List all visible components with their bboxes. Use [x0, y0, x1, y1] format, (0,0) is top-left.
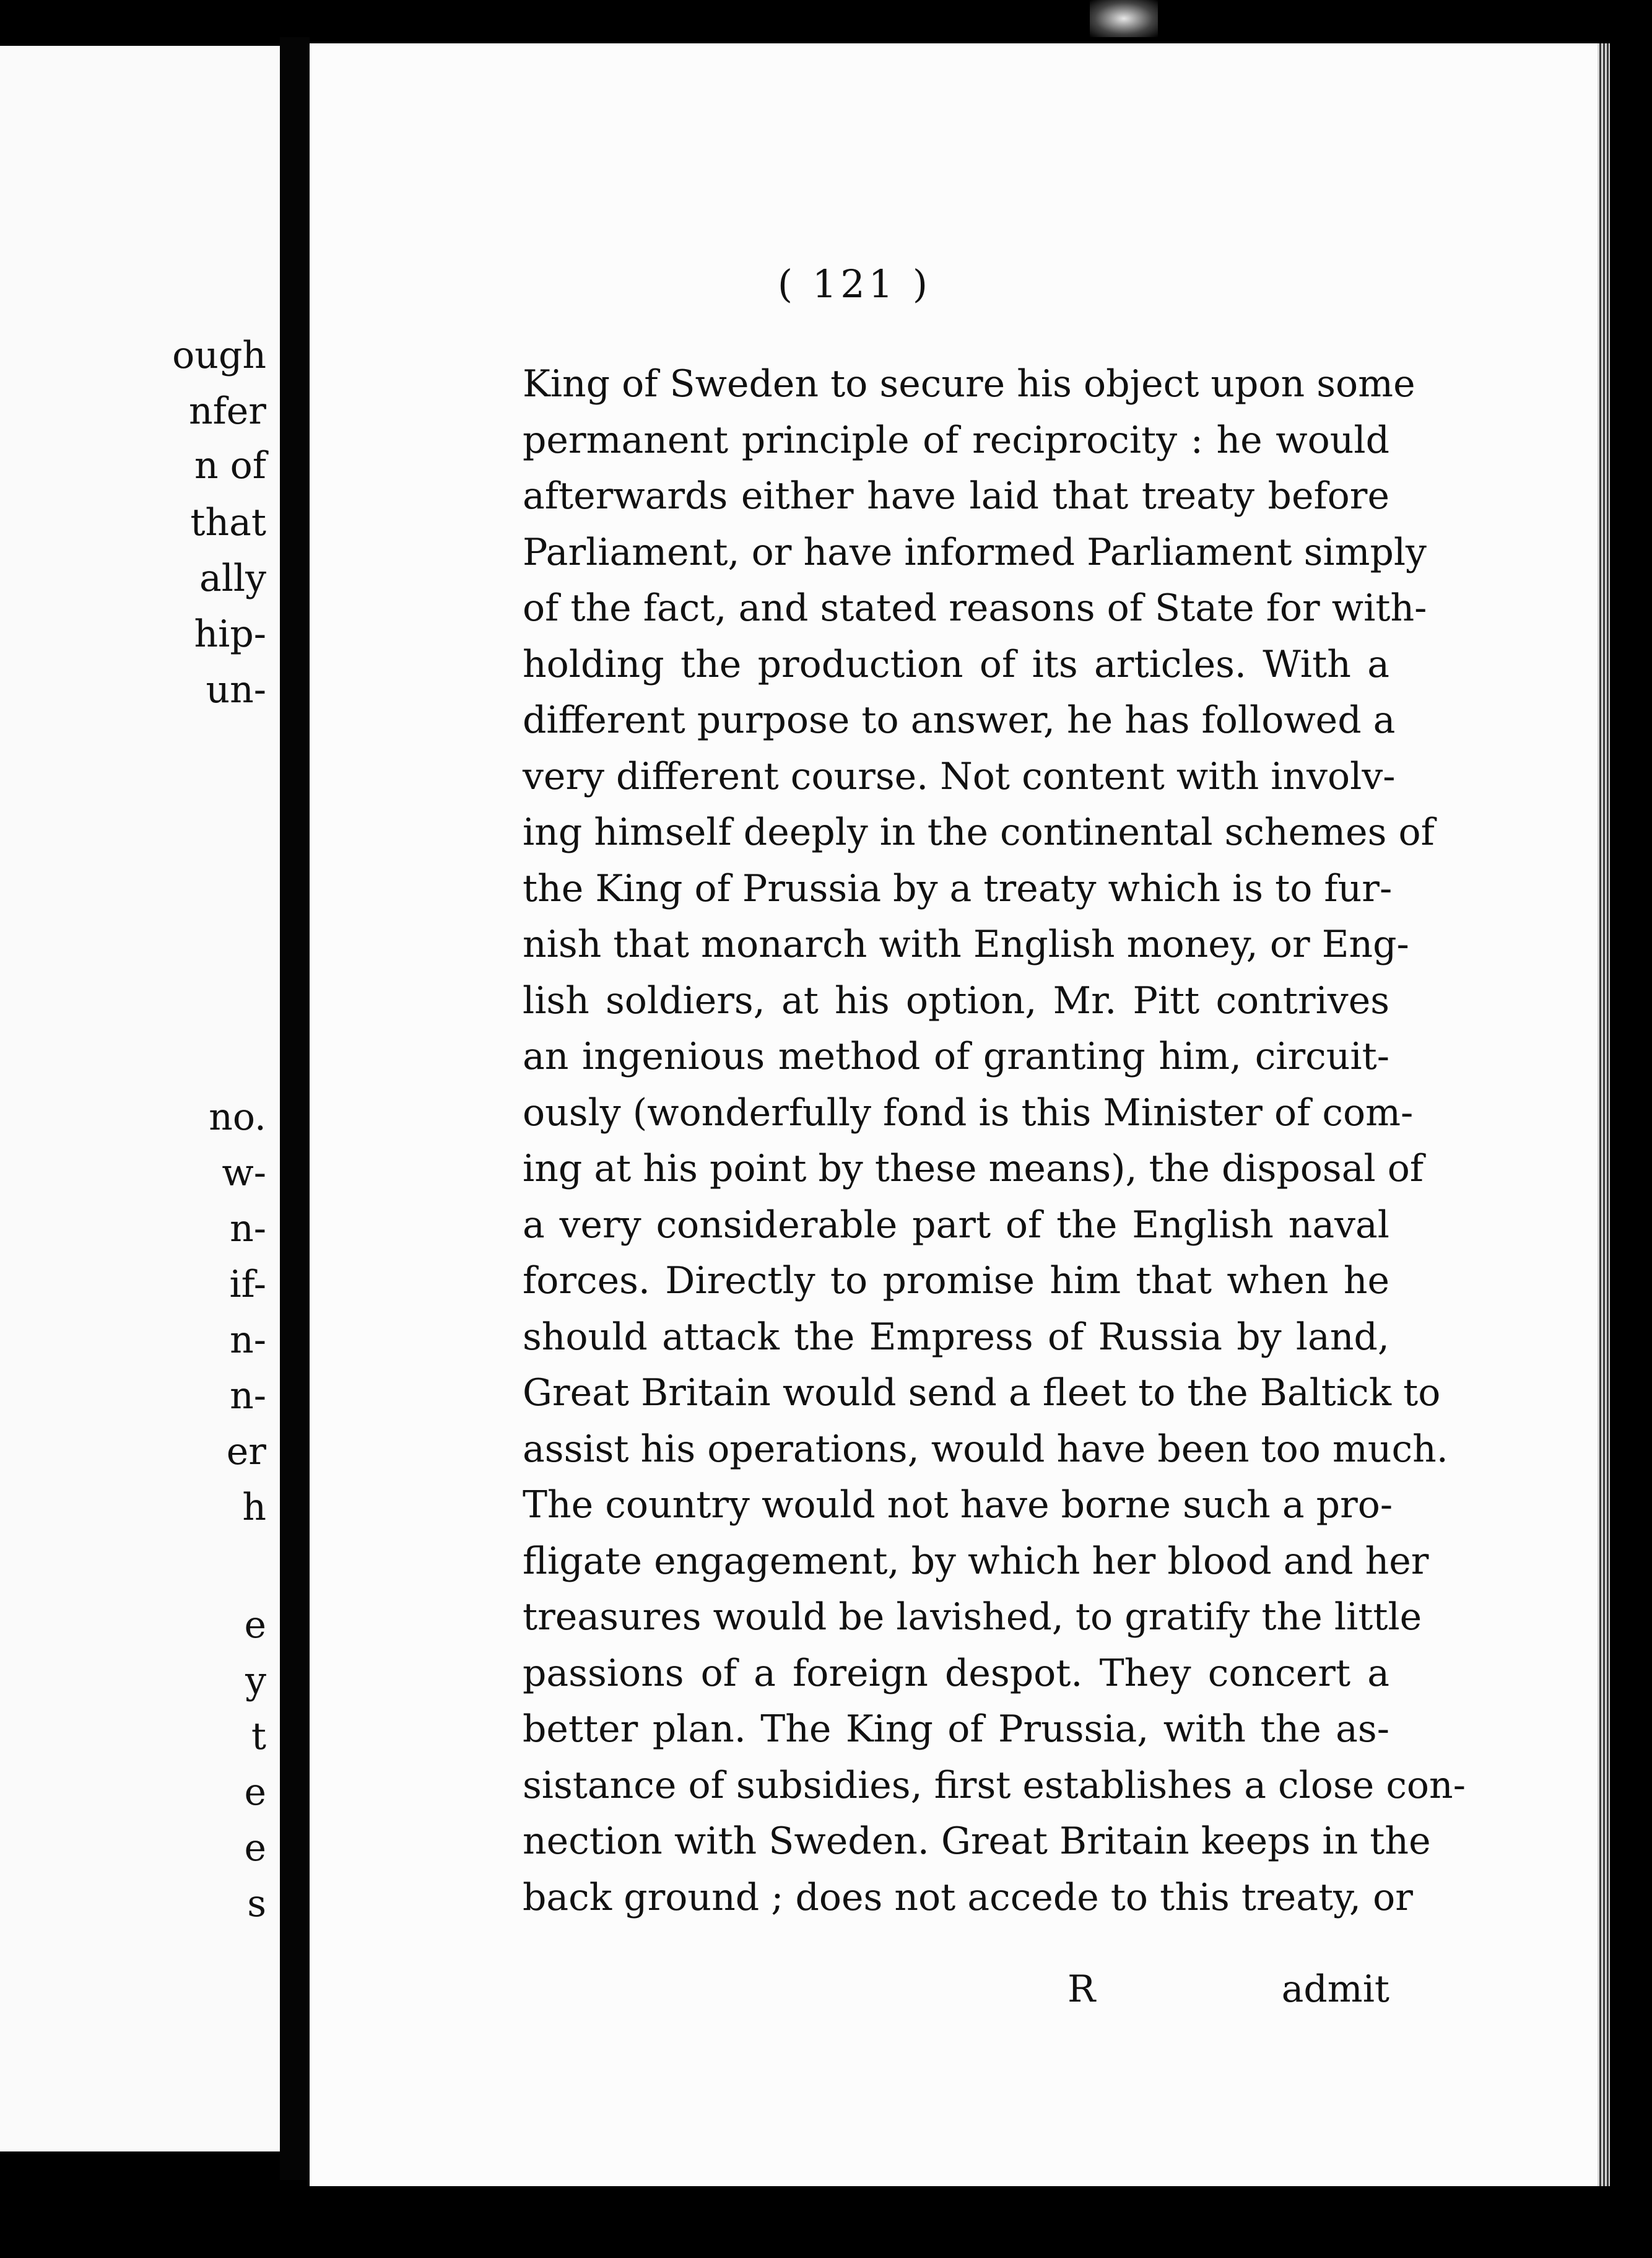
page-number: ( 121 ) [777, 261, 932, 307]
left-page-fragment: ally [199, 557, 266, 600]
text-line: the King of Prussia by a treaty which is to fur- [523, 866, 1393, 910]
left-page-fragment: w- [222, 1151, 266, 1195]
text-line: passions of a foreign despot. They concert a [523, 1651, 1389, 1695]
catchword: admit [1281, 1968, 1389, 2011]
text-line: treasures would be lavished, to gratify the little [523, 1595, 1422, 1639]
left-page-fragment: n of [194, 444, 266, 487]
left-page-fragment: n- [230, 1207, 266, 1250]
left-page-fragment: n- [230, 1319, 266, 1362]
right-page [310, 43, 1598, 2186]
left-page [0, 46, 280, 2151]
text-line: should attack the Empress of Russia by land, [523, 1315, 1389, 1359]
text-line: very different course. Not content with involv- [523, 754, 1396, 798]
text-line: back ground ; does not accede to this treaty, or [523, 1875, 1413, 1919]
left-page-fragment: hip- [194, 612, 266, 656]
footer-row [523, 1968, 1389, 2014]
text-line: a very considerable part of the English naval [523, 1203, 1389, 1247]
text-line: Parliament, or have informed Parliament simply [523, 530, 1427, 574]
text-line: permanent principle of reciprocity : he would [523, 418, 1389, 462]
text-line: ously (wonderfully fond is this Minister of com- [523, 1091, 1414, 1135]
left-page-fragment: that [190, 501, 266, 544]
text-line: sistance of subsidies, first establishes a close con- [523, 1763, 1466, 1807]
text-line: Great Britain would send a fleet to the Baltick to [523, 1371, 1441, 1415]
left-page-fragment: e [244, 1826, 266, 1870]
text-line: ing at his point by these means), the disposal of [523, 1147, 1424, 1190]
left-page-fragment: ough [172, 334, 266, 377]
text-line: fligate engagement, by which her blood and her [523, 1539, 1429, 1583]
text-line: nection with Sweden. Great Britain keeps in the [523, 1820, 1431, 1863]
text-line: lish soldiers, at his option, Mr. Pitt contrives [523, 979, 1389, 1022]
book-gutter [280, 37, 310, 2180]
text-line: of the fact, and stated reasons of State for with- [523, 586, 1427, 630]
text-line: different purpose to answer, he has followed a [523, 699, 1396, 742]
text-line: holding the production of its articles. With a [523, 642, 1389, 686]
left-page-fragment: nfer [188, 390, 266, 433]
left-page-fragment: s [247, 1882, 266, 1925]
left-page-fragment: h [242, 1486, 266, 1529]
left-page-fragment: n- [230, 1374, 266, 1418]
left-page-fragment: e [244, 1771, 266, 1814]
left-page-fragment: un- [206, 668, 266, 712]
text-line: King of Sweden to secure his object upon some [523, 362, 1415, 406]
page-edge [1598, 43, 1610, 2186]
left-page-fragment: if- [229, 1263, 266, 1306]
left-page-fragment: no. [209, 1096, 266, 1139]
signature-mark: R [1067, 1968, 1096, 2011]
text-line: ing himself deeply in the continental schemes of [523, 811, 1435, 854]
text-line: forces. Directly to promise him that when he [523, 1259, 1389, 1302]
corner-stain [1090, 0, 1158, 37]
text-line: The country would not have borne such a pro- [523, 1483, 1393, 1527]
text-line: better plan. The King of Prussia, with the as- [523, 1707, 1389, 1751]
text-line: an ingenious method of granting him, circuit- [523, 1035, 1389, 1078]
left-page-fragment: e [244, 1603, 266, 1647]
text-line: assist his operations, would have been too much. [523, 1427, 1448, 1471]
left-page-fragment: t [251, 1715, 266, 1758]
text-line: nish that monarch with English money, or Eng- [523, 923, 1409, 966]
left-page-fragment: y [245, 1659, 266, 1702]
text-line: afterwards either have laid that treaty before [523, 474, 1389, 518]
left-page-fragment: er [226, 1430, 266, 1473]
